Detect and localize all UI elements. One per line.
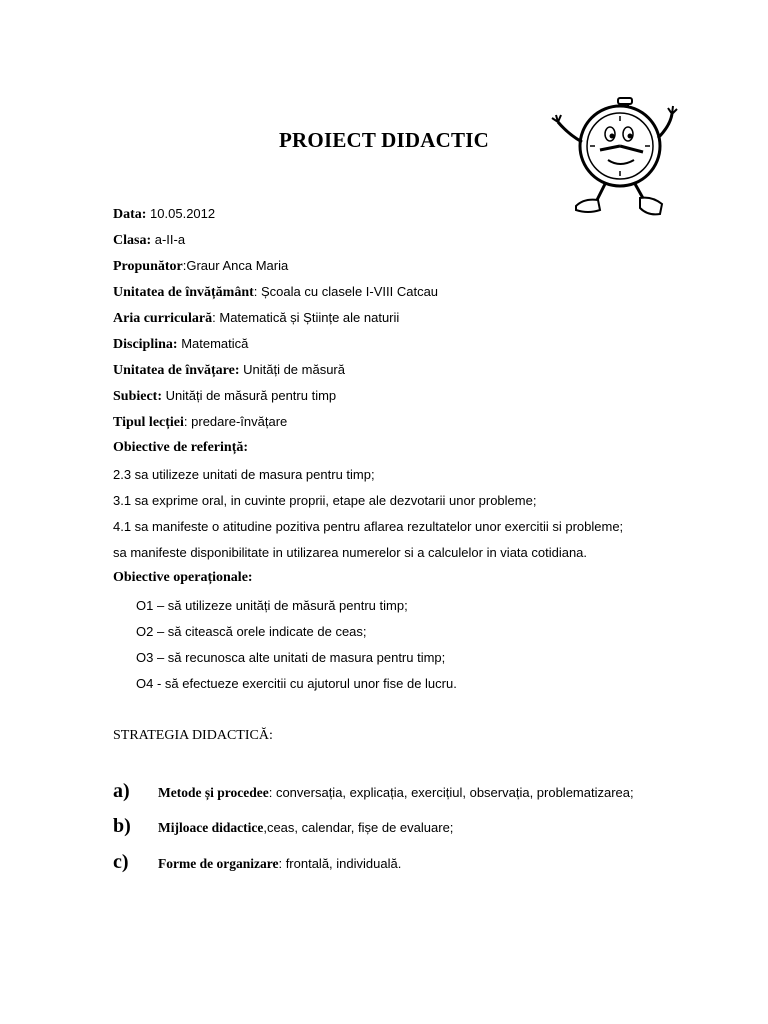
- obiectiv-referinta-line: 2.3 sa utilizeze unitati de masura pentru timp;: [113, 467, 375, 482]
- field-aria-curriculara: Aria curriculară: Matematică și Științe ale naturii: [113, 310, 400, 326]
- field-propunator: Propunător:Graur Anca Maria: [113, 258, 289, 274]
- page-title: PROIECT DIDACTIC: [279, 128, 489, 152]
- strategia-item-forme: [113, 851, 401, 874]
- field-subiect: Subiect: Unități de măsură pentru timp: [113, 388, 337, 404]
- item-text: ,ceas, calendar, fișe de evaluare;: [263, 820, 454, 835]
- obiectiv-referinta-line: sa manifeste disponibilitate in utilizarea numerelor si a calculelor in viata cotidiana.: [113, 545, 588, 560]
- obiectiv-operational-item: O4 - să efectueze exercitii cu ajutorul unor fise de lucru.: [136, 676, 457, 691]
- obiectiv-operational-item: O3 – să recunosca alte unitati de masura pentru timp;: [136, 650, 446, 665]
- item-label: Metode și procedee: [158, 785, 269, 800]
- obiective-operationale-heading: Obiective operaționale:: [113, 570, 253, 585]
- field-disciplina: Disciplina: Matematică: [113, 336, 249, 352]
- item-letter: a): [113, 780, 130, 802]
- item-letter: b): [113, 815, 131, 837]
- field-data: Data: 10.05.2012: [113, 206, 216, 222]
- obiective-referinta-heading: Obiective de referință:: [113, 440, 249, 455]
- field-unitatea-invatamant: Unitatea de învățământ: Școala cu clasele I-VIII Catcau: [113, 284, 439, 300]
- field-tipul-lectiei: Tipul lecției: predare-învățare: [113, 414, 288, 430]
- strategia-item-mijloace: [113, 815, 453, 838]
- field-clasa: Clasa: a-II-a: [113, 232, 186, 248]
- field-unitatea-invatare: Unitatea de învățare: Unități de măsură: [113, 362, 345, 378]
- obiectiv-referinta-line: 4.1 sa manifeste o atitudine pozitiva pentru aflarea rezultatelor unor exercitii si probleme;: [113, 519, 624, 534]
- item-letter: c): [113, 851, 129, 873]
- item-text: : frontală, individuală.: [278, 856, 402, 871]
- strategia-heading: STRATEGIA DIDACTICĂ:: [113, 728, 273, 743]
- obiectiv-referinta-line: 3.1 sa exprime oral, in cuvinte proprii, etape ale dezvotarii unor probleme;: [113, 493, 537, 508]
- item-label: Mijloace didactice: [158, 820, 264, 835]
- strategia-item-metode: [113, 780, 634, 803]
- obiectiv-operational-item: O2 – să citească orele indicate de ceas;: [136, 624, 367, 639]
- obiectiv-operational-item: O1 – să utilizeze unități de măsură pentru timp;: [136, 598, 408, 613]
- dancing-clock-icon: [548, 94, 688, 224]
- item-label: Forme de organizare: [158, 856, 279, 871]
- item-text: : conversația, explicația, exercițiul, observația, problematizarea;: [268, 785, 634, 800]
